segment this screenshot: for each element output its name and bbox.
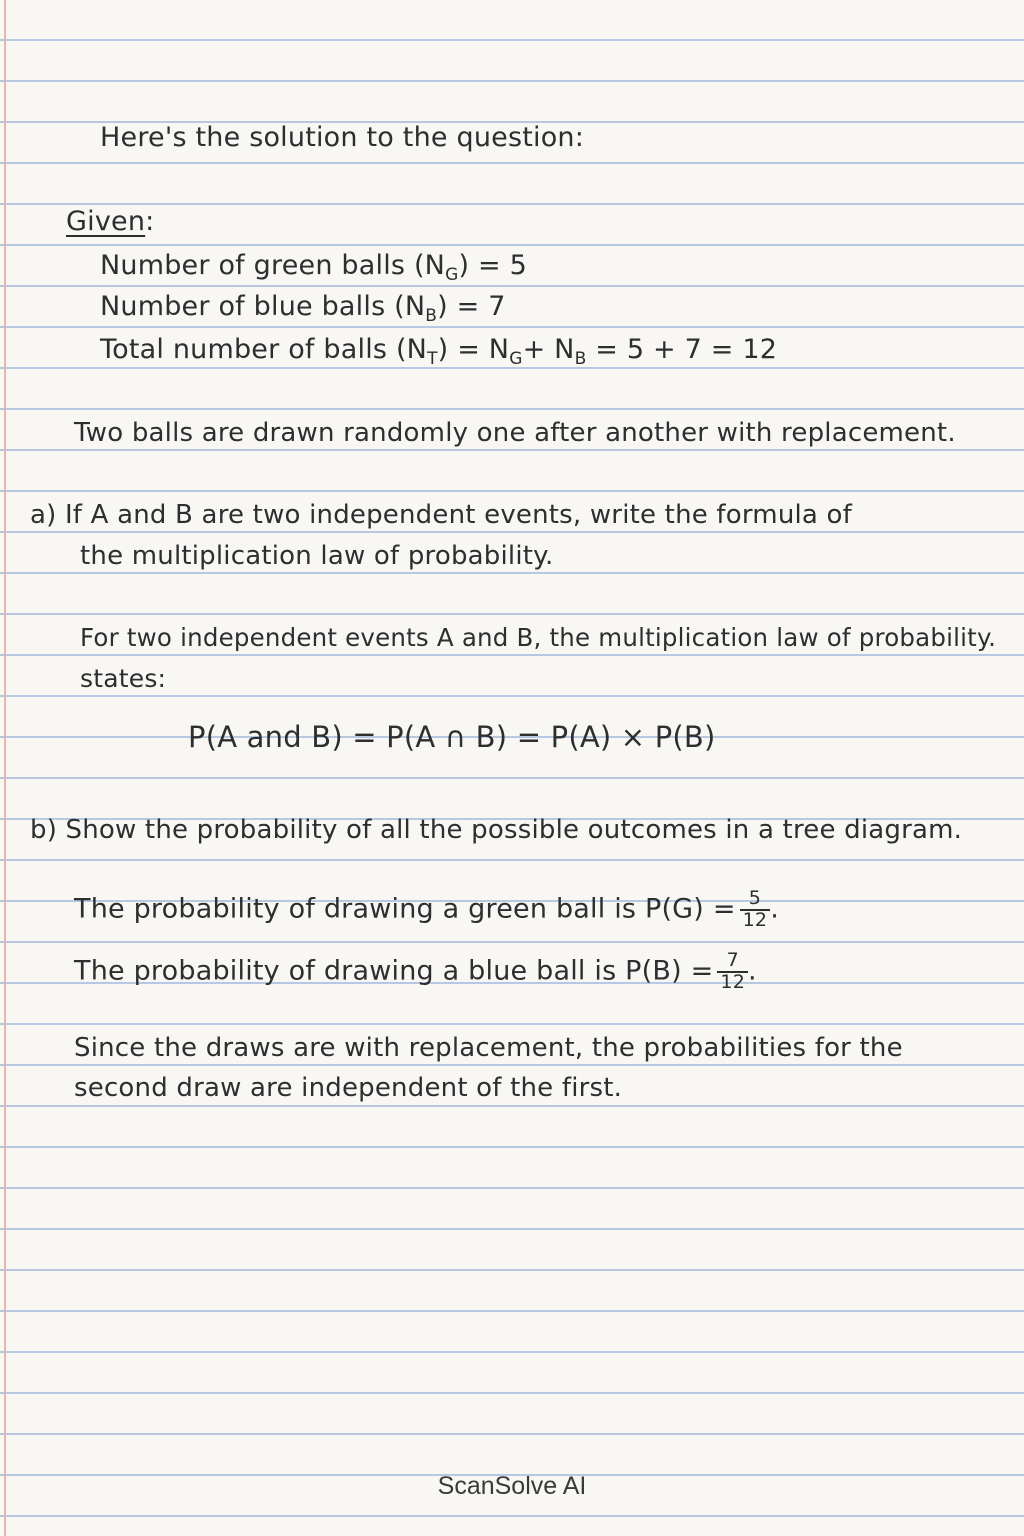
blue-subscript: B bbox=[425, 306, 438, 326]
blue-suffix: ) = 7 bbox=[437, 291, 506, 322]
multiplication-law-formula: P(A and B) = P(A ∩ B) = P(A) × P(B) bbox=[188, 720, 716, 754]
total-part-3: + N bbox=[522, 334, 575, 365]
green-prefix: Number of green balls (N bbox=[100, 250, 446, 281]
total-sub-3: B bbox=[574, 349, 587, 369]
green-fraction-numerator: 5 bbox=[748, 887, 762, 909]
green-probability-text: The probability of drawing a green ball is P(G) = bbox=[74, 893, 736, 925]
footer-brand: ScanSolve AI bbox=[437, 1472, 587, 1500]
blue-probability-text: The probability of drawing a blue ball is P(B) = bbox=[74, 955, 714, 987]
part-a-answer-line-2: states: bbox=[80, 664, 167, 693]
green-fraction-denominator: 12 bbox=[740, 909, 771, 931]
green-subscript: G bbox=[445, 265, 459, 285]
draw-statement: Two balls are drawn randomly one after another with replacement. bbox=[74, 418, 956, 448]
given-heading bbox=[66, 206, 154, 237]
green-suffix: ) = 5 bbox=[458, 250, 527, 281]
given-colon: : bbox=[145, 206, 155, 237]
total-part-4: = 5 + 7 = 12 bbox=[586, 334, 778, 365]
blue-probability-line bbox=[74, 951, 757, 993]
blue-probability-fraction bbox=[717, 951, 748, 993]
total-part-2: ) = N bbox=[437, 334, 510, 365]
given-total-balls bbox=[100, 334, 777, 369]
page-margin-rule bbox=[4, 0, 6, 1536]
total-sub-1: T bbox=[427, 349, 438, 369]
part-a-answer-line-1: For two independent events A and B, the multiplication law of probability. bbox=[80, 623, 997, 652]
replacement-note-line-1: Since the draws are with replacement, the probabilities for the bbox=[74, 1033, 903, 1063]
total-sub-2: G bbox=[509, 349, 523, 369]
given-label: Given bbox=[66, 206, 146, 237]
blue-prefix: Number of blue balls (N bbox=[100, 291, 426, 322]
blue-fraction-denominator: 12 bbox=[717, 971, 748, 993]
part-b-question: b) Show the probability of all the possible outcomes in a tree diagram. bbox=[30, 815, 963, 845]
total-part-1: Total number of balls (N bbox=[100, 334, 428, 365]
green-probability-fraction bbox=[740, 889, 771, 931]
blue-probability-period: . bbox=[748, 955, 757, 987]
given-green-balls bbox=[100, 250, 527, 285]
given-blue-balls bbox=[100, 291, 506, 326]
green-probability-line bbox=[74, 889, 779, 931]
part-a-question-line-1: a) If A and B are two independent events, write the formula of bbox=[30, 500, 852, 530]
replacement-note-line-2: second draw are independent of the first. bbox=[74, 1073, 623, 1103]
blue-fraction-numerator: 7 bbox=[726, 949, 739, 971]
part-a-question-line-2: the multiplication law of probability. bbox=[80, 541, 554, 571]
green-probability-period: . bbox=[770, 893, 780, 925]
intro-line: Here's the solution to the question: bbox=[100, 122, 585, 153]
